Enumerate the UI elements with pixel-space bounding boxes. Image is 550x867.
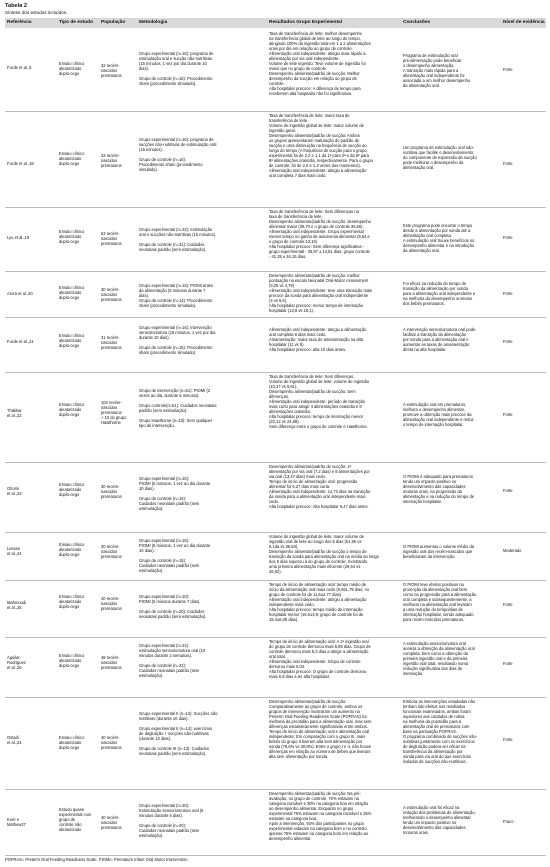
- cell-populacao: 102 recém- nascidos prematuros + 10 do grupo Hawthorne: [101, 400, 127, 425]
- cell-referencia: Lyu et al.,19: [7, 235, 30, 240]
- cell-conclusoes: A estimulação sensoriomotora oral acelera a obtenção da alimentação oral completa, bem como a obtenção da primeira ingestão oral e da primeira ingestão oral total, resultando numa redução significativa dos dias de internação.: [403, 641, 475, 676]
- cell-conclusoes: A intervenção sensoriomotora oral pode facilitar a transição da alimentação por sonda para a alimentação oral e aumentar as taxas de amamentação direta na alta hospitalar.: [403, 327, 476, 352]
- cell-conclusoes: A estimulação oral em prematuros, melhora o desempenho alimentar, promove a obtenção mais precoce da alimentação oral independente e reduz o tempo de internação hospitalar.: [403, 402, 474, 427]
- cell-metodologia: Grupo experimental (n=20): PIOMI (5 minutos durante 7 dias). Grupo de controle (n=20): Cuidados neonatais padrão (sem estimulação).: [139, 594, 207, 619]
- cell-referencia: Arora et al.,20: [7, 291, 33, 296]
- header-nivel-evidencia: Nível de evidência: [503, 20, 545, 25]
- cell-tipo-estudo: Ensaio clínico aleatorizado duplo-cego: [59, 402, 85, 417]
- header-conclusoes: Conclusões: [403, 20, 431, 25]
- cell-resultados: Taxa de transferência de leite: maior taxa de transferência de leite. Volume de ingestão global de leite: maior volume de ingestão geral. Desempenho alimentar/padrão de sucção: Ambos os grupos apresentaram maturação do padrão de sucção e uma diminuição na frequência de sucção ao longo do tempo (A frequência de sucção para o grupo experimental foi de 2,2 e 1,1 da 1ª para 2ª e da 8ª para 8ª alimentações orais/dia, respectivamente. Para o grupo de controle, foi de 2,6 e 1,3 vezes dos momentos). Alimentação oral independente: atingiu a alimentação oral completa 7 dias mais cedo.: [269, 113, 373, 178]
- cell-nivel-evidencia: Forte: [503, 291, 513, 296]
- table-row: [5, 29, 546, 112]
- cell-tipo-estudo: Ensaio clínico aleatorizado duplo-cego: [59, 482, 85, 497]
- cell-referencia: Mahmoodi et al.,25: [7, 600, 27, 610]
- cell-tipo-estudo: Ensaio clínico aleatorizado duplo-cego: [59, 542, 85, 557]
- header-populacao: População: [101, 20, 126, 25]
- cell-populacao: 63 recém- nascidos prematuros: [101, 231, 122, 246]
- cell-populacao: 31 recém- nascidos prematuros: [101, 335, 122, 350]
- cell-populacao: 40 recém- nascidos prematuros: [101, 735, 122, 750]
- cell-conclusoes: Um programa de estimulação oral não- nutritiva que facilite o desenvolvimento do componente de expressão da sucção pode melhorar o desempenho da alimentação oral.: [403, 145, 477, 170]
- cell-tipo-estudo: Ensaio clínico aleatorizado duplo-cego: [59, 735, 85, 750]
- table-row: [5, 271, 546, 318]
- cell-populacao: 32 recém- nascidos prematuros: [101, 153, 122, 168]
- table-row: [5, 317, 546, 373]
- cell-nivel-evidencia: Forte: [503, 488, 513, 493]
- cell-populacao: 32 recém- nascidos prematuros: [101, 63, 122, 78]
- header-metodologia: Metodologia: [139, 20, 168, 25]
- cell-metodologia: Grupo experimental II (n=13): Sucções não nutritivas (durante 10 dias). Grupo experimental II (n=14): exercícios de deglutição + sucções não-nutritivas (durante 10 dias). Grupo de controle III (n=13): Cuidados neonatais padrão (sem estimulação).: [139, 711, 218, 756]
- cell-resultados: Volume de ingestão global de leite: maior volume de ingestão oral de leite ao longo dos 5 dias (61,66 vs 5.1da vs 36,83). Desempenho alimentar/padrão de sucção o tempo de transição da sonda para alimentação oral na média ao longo dos 5 dias superou a do grupo de controle, mostrando uma primeira alimentação mais eficiente (29,64 vs 26,62).: [269, 534, 379, 574]
- cell-conclusoes: O PIOMI teve efeitos positivos na promoção da alimentação oral bem como na progressão para a alimentação oral completa e subsequentemente, a melhorar na alimentação oral levaram a uma redução do tempo/dias de internação hospitalar, sendo adequado para recém-nascidos prematuros.: [403, 582, 477, 622]
- cell-referencia: Kore e Mathew27: [7, 817, 26, 827]
- cell-nivel-evidencia: Forte: [503, 737, 513, 742]
- cell-conclusoes: O PIOMI é adequado para prematuros tendo um impacto positivo no desenvolvimento das capacidades motoras orais, na progressão da alimentação e na redução do tempo de internação hospitalar.: [403, 474, 475, 504]
- header-resultados: Resultados Grupo Experimental: [269, 20, 343, 25]
- cell-nivel-evidencia: Moderado: [503, 548, 522, 553]
- cell-tipo-estudo: Ensaio clínico aleatorizado duplo-cego: [59, 285, 85, 300]
- table-row: [5, 637, 546, 698]
- cell-tipo-estudo: Estudo quase experimental com grupo de controle não aleatorizado: [59, 807, 92, 832]
- cell-nivel-evidencia: Forte: [503, 235, 513, 240]
- cell-populacao: 48 recém- nascidos prematuros: [101, 655, 122, 670]
- cell-conclusoes: Foi eficaz na redução do tempo de transição da alimentação por sonda para a alimentação oral independente e na melhoria do desempenho oromotor dos bebés prematuros.: [403, 281, 476, 306]
- cell-conclusoes: O PIOMI aumentou o volume médio da ingestão oral dos recém-nascidos que beneficiaram da intervenção.: [403, 544, 474, 559]
- cell-resultados: Desempenho alimentar/padrão de sucção: melhor pontuação na escala Neonatal Oral-Motor Assessment (9,25 vs 4,79) Alimentação oral independente: teve uma transição mais precoce da sonda para alimentação oral independente (4 vs 6,6). Alta hospitalar precoce: menor tempo de internação hospitalar (13,6 vs 18,1).: [269, 273, 373, 313]
- header-tipo-estudo: Tipo de estudo: [59, 20, 94, 25]
- cell-resultados: Desempenho alimentar/padrão de sucção: Comparativamente ao grupo de controle, ambos os grupos de intervenção mostraram um aumento na Preterm Oral Feeding Readiness Scale (POFRAS) na melhoria da prontidão para a alimentação oral, mas sem diferenças estatisticamente significativas entre ambos. Tempo de início de alimentação oral e alimentação oral independente: Em comparação com o grupo III, mais bebés do grupo II tiveram alta sem alimentação por sonda (78,6% vs 30,8%). Entre o grupo I e II, não houve diferenças em relação ao número de bebés que tiveram alta sem alimentação por sonda.: [269, 699, 372, 759]
- cell-tipo-estudo: Ensaio clínico aleatorizado duplo-cego: [59, 653, 85, 668]
- table-row: [5, 111, 546, 208]
- cell-tipo-estudo: Ensaio clínico aleatorizado duplo-cego: [59, 333, 85, 348]
- table-row: [5, 207, 546, 272]
- cell-conclusoes: Programa de estimulação oral pré-alimentação pode beneficiar o desempenho alimentação. A transição mais rápida para a alimentação oral independente foi associada a um melhor desempenho da alimentação oral.: [403, 53, 471, 88]
- table-row: [5, 580, 546, 638]
- table-footnote: POFRAS= Preterm Oral Feeding Readiness Scale. PIOMI= Premature Infant Oral Motor Intervention.: [5, 857, 189, 862]
- cell-nivel-evidencia: Forte: [503, 161, 513, 166]
- cell-nivel-evidencia: Forte: [503, 67, 513, 72]
- cell-nivel-evidencia: Forte: [503, 602, 513, 607]
- table-row: [5, 697, 546, 790]
- cell-resultados: Desempenho alimentar/padrão de sucção: Na pré- avaliação, no grupo de controle, 70% estavam na categoria razoável e 30% na categoria boa em relação ao desempenho alimentar. Enquanto no grupo experimental 75% estavam na categoria razoável e 25% estavam na categoria boa. Após a intervenção, 93% dos participantes no grupo experimental estavam na categoria bom e no controlo apenas 75% estavam na categoria bom em relação ao desempenho alimentar.: [269, 791, 372, 841]
- table-subtitle: Síntese dos estudos incluídos.: [5, 10, 68, 15]
- cell-metodologia: Grupo experimental (n=15): PIOMI (5 minutos, 1 vez ao dia durante 10 dias). Grupo de controle (n=15): Cuidados neonatais padrão (sem estimulação).: [139, 538, 211, 573]
- cell-resultados: Taxa de transferência de leite: melhor desempenho na transferência global de leite ao longo do tempo, atingindo 100% da ingestão total em 1 a 2 alimentações orais por dia em relação ao grupo de controle. Alimentação oral independente: atingiu mais rápido a alimentação por via oral independente. Volume de leite ingerido: Teve volume de ingestão foi maior que no grupo de controle. Desempenho alimentar/padrão de sucção: Melhor desempenho da sucção em relação ao grupo de controle. Alta hospitalar precoce: A diferença de tempo para receberem alta hospitalar não foi significativa.: [269, 31, 371, 96]
- cell-populacao: 30 recém- nascidos prematuros: [101, 484, 122, 499]
- cell-conclusoes: Este programa pode encurtar o tempo desde a alimentação por sonda até a alimentação oral completa. A estimulação oral trouxe benefícios no desempenho alimentar e na introdução da alimentação oral.: [403, 223, 475, 253]
- table-row: [5, 462, 546, 533]
- cell-referencia: Thakkar et al.,22: [7, 408, 22, 418]
- cell-tipo-estudo: Ensaio clínico aleatorizado duplo-cego: [59, 151, 85, 166]
- cell-conclusoes: A estimulação oral foi eficaz na redução dos problemas de alimentação, melhorando o desempenho alimentar tendo um impacto positivo no desenvolvimento das capacidades motoras orais.: [403, 805, 476, 835]
- cell-referencia: Ghomi et al.,23: [7, 486, 22, 496]
- table-row: [5, 789, 546, 856]
- cell-tipo-estudo: Ensaio clínico aleatorizado duplo-cego: [59, 594, 85, 609]
- table-header: [5, 18, 546, 28]
- cell-metodologia: Grupo experimental (n=15): PIOMI (5 minutos, 1 vez ao dia durante 10 dias). Grupo de controle (n=15): Cuidados neonatais padrão (sem estimulação).: [139, 476, 211, 511]
- cell-referencia: Lessen et al.,24: [7, 546, 22, 556]
- cell-conclusoes: Embora as intervenções estudadas não tenham tido efeitos nos resultados funcionais examinados, ambas foram superiores aos cuidados de rotina na melhoria da prontidão para a alimentação oral de prematuros com base na pontuação POFRAS. O programa combinado de sucções não- nutritivas juntamente com os exercícios de deglutição podera ser eficaz na transferência da alimentação por sonda para via oral do que exercícios isolados de sucções não-nutritivas.: [403, 699, 478, 764]
- cell-metodologia: Grupo experimental (n=16): programa de sucções não-nutritivas de estimulação oral (15 minutos). Grupo de controle (n=16): Procedimento sham (procedimento simulado).: [139, 137, 217, 172]
- cell-metodologia: Grupo experimental (n=16): intervenção sensoriomotora (15 minutos, 1 vez por dia durante 10 dias). Grupo de controle (n=15): Procedimento sham (procedimento simulado).: [139, 325, 216, 355]
- cell-populacao: 40 recém- nascidos prematuros: [101, 815, 122, 830]
- cell-metodologia: Grupo experimental (n=20): Estimulação sensoriomotora oral (5 minutos durante 5 dias). Grupo de controle (n=20): Cuidados neonatais padrão (sem estimulação).: [139, 803, 204, 838]
- cell-metodologia: Grupo experimental (n=32): estimulação oral e sucções não-nutritivas (15 minutos). Grupo de controle (n=31): Cuidados neonatais padrão (sem estimulação).: [139, 227, 217, 252]
- cell-metodologia: Grupo experimental (n=16): PIOMI antes da alimentação (5 minutos durante 7 dias). Grupo de controle (n=14): Procedimento sham (procedimento simulado).: [139, 283, 214, 308]
- cell-metodologia: Grupo experimental (n=24): estimulação sensoriomotora oral (10 minutos durante 2 semanas). Grupo de controle (n=22): Cuidados neonatais padrão (sem estimulação).: [139, 643, 206, 678]
- cell-nivel-evidencia: Forte: [503, 661, 513, 666]
- cell-resultados: Desempenho alimentar/padrão de sucção: 1ª alimentação por via oral (7,2 dias) e 8 alimentações por via oral (13,47 dias) mais cedo. Tempo de início de alimentação oral: progressão alimentar foi 6,27 dias mais curta. Alimentação oral independente: 14,73 dias na transição da sonda para a alimentação oral independente mais cedo. Alta hospitalar precoce: Alta hospitalar 9,47 dias antes.: [269, 464, 371, 509]
- cell-referencia: Fucile et al.,5: [7, 65, 32, 70]
- cell-resultados: Tempo de início de alimentação oral: A 1ª ingestão oral do grupo de controle demorou mais 5,86 dias. Grupo de controle demorou mais 8,3 dias a atingir a alimentação oral total. Alimentação oral independente: Grupo de controle demorou mais 6,03. Alta hospitalar precoce: O grupo de controle demorou mais 6,9 dias a ter alta hospitalar.: [269, 639, 371, 679]
- table-title: Tabela 2: [5, 3, 27, 9]
- cell-nivel-evidencia: Forte: [503, 339, 513, 344]
- cell-populacao: 30 recém- nascidos prematuros: [101, 544, 122, 559]
- cell-tipo-estudo: Ensaio clínico aleatorizado duplo-cego: [59, 229, 85, 244]
- cell-metodologia: Grupo experimental (n=16): programa de estimulação oral e sucção não-nutritivas (15 minutos, 1 vez por dia durante 10 dias). Grupo de controle (n=16): Procedimento sham (procedimento simulado).: [139, 51, 214, 86]
- table-row: [5, 372, 546, 463]
- cell-resultados: Tempo de início de alimentação oral: tempo médio de início da alimentação oral mais cedo (9,551,79 dias; no grupo de controle foi de 11,5±2,77 dias). Alimentação oral independente: atingiu a alimentação independente mais cedo. Alta hospitalar precoce: tempo médio de internação hospitalar menor (16,5±3,9; grupo de controle foi de 19,4±6,08 dias).: [269, 582, 370, 622]
- cell-referencia: Ostadi et al.,24: [7, 735, 22, 745]
- header-referencia: Referência: [7, 20, 32, 25]
- cell-populacao: 30 recém- nascidos prematuros: [101, 287, 122, 302]
- cell-resultados: Taxa de transferência de leite: Sem diferenças na taxa de transferência de leite. Desempenho alimentar/padrão de sucção: desempenho alimentar maior (36,70 e o grupo de controle 35,66). Alimentação oral independente: Grupo experimental menos tempo no ganho de autonomia alimentar (9,54 e o grupo de controle 13,19) Alta hospitalar precoce: Sem diferença significativa - grupo experimental - 39,97 ± 14,81 dias; grupo controle - 41,25 ± 16,15 dias.: [269, 209, 371, 259]
- cell-tipo-estudo: Ensaio clínico aleatorizado duplo-cego: [59, 61, 85, 76]
- cell-referencia: Fucile et al.,21: [7, 339, 34, 344]
- table-row: [5, 532, 546, 581]
- cell-resultados: Alimentação oral independente: atingiu a alimentação oral completa 8 dias mais cedo. Amamentação: maior taxa de amamentação na alta hospitalar (11 vs 5). Alta hospitalar precoce: alta 10 dias antes.: [269, 327, 367, 352]
- cell-referencia: Fucile et al.,18: [7, 161, 34, 166]
- cell-populacao: 40 recém- nascidos prematuros: [101, 596, 122, 611]
- cell-resultados: Taxa de transferência de leite: Sem diferenças. Volume de ingestão global de leite: volume de ingestão (10,37 vs 9,81). Desempenho alimentar/padrão de sucção: Sem diferenças. Alimentação oral independente: período de transição mais curto para atingir 4 alimentações orais/dia e 8 alimentações orais/dia. Alta hospitalar precoce: tempo de internação menor (22,12 vs 24,88). Sem diferença entre o grupo de controle e Hawthorne.: [269, 374, 370, 429]
- cell-referencia: Aguilar- Rodríguez et al.,26: [7, 655, 26, 670]
- cell-metodologia: Grupo de intervenção (n=51): PIOMI (2 vezes ao dia, durante 5 minutos). Grupo controle(n=51): Cuidados neonatais padrão (sem estimulação). Grupo Hawthorne (n=10): Sem qualquer tipo de intervenção.: [139, 388, 217, 428]
- cell-nivel-evidencia: Fraco: [503, 819, 514, 824]
- cell-nivel-evidencia: Forte: [503, 412, 513, 417]
